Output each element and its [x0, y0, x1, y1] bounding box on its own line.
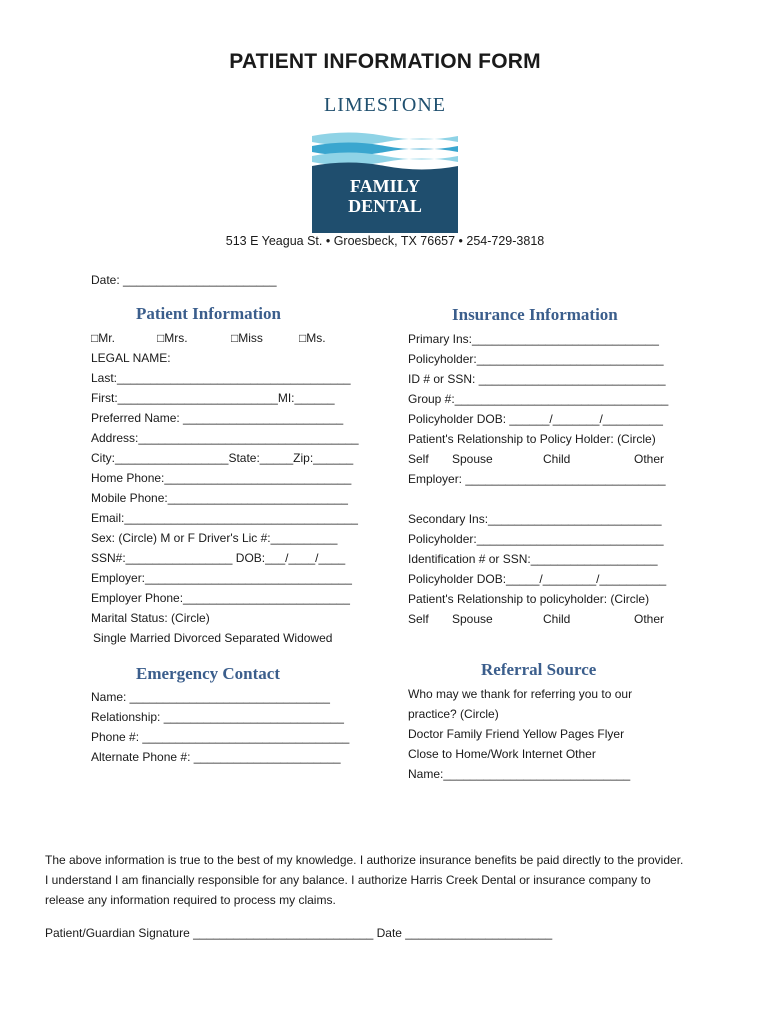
home-phone-field[interactable]: Home Phone:____________________________ — [91, 471, 352, 485]
sec-rel-other[interactable]: Other — [634, 612, 665, 626]
employer-phone-field[interactable]: Employer Phone:_________________________ — [91, 591, 350, 605]
referral-question-line1: Who may we thank for referring you to our — [408, 687, 633, 701]
policyholder-field[interactable]: Policyholder:____________________________ — [408, 352, 664, 366]
referral-question-line2: practice? (Circle) — [408, 707, 499, 721]
title-ms-checkbox[interactable]: □Ms. — [299, 331, 326, 345]
marital-status-options[interactable]: Single Married Divorced Separated Widowed — [93, 631, 333, 645]
insurance-info-heading: Insurance Information — [452, 305, 618, 324]
emergency-relationship-field[interactable]: Relationship: ___________________________ — [91, 710, 344, 724]
referral-name-field[interactable]: Name:____________________________ — [408, 767, 631, 781]
secondary-relationship-label: Patient's Relationship to policyholder: (Circle) — [408, 592, 650, 606]
sec-rel-self[interactable]: Self — [408, 612, 429, 626]
logo-dental: DENTAL — [348, 196, 422, 216]
rel-spouse[interactable]: Spouse — [452, 452, 493, 466]
insurance-employer-field[interactable]: Employer: ______________________________ — [408, 472, 666, 486]
email-field[interactable]: Email:___________________________________ — [91, 511, 358, 525]
relationship-options — [408, 449, 678, 469]
referral-source-heading: Referral Source — [481, 660, 597, 679]
emergency-name-field[interactable]: Name: ______________________________ — [91, 690, 330, 704]
secondary-ins-field[interactable]: Secondary Ins:__________________________ — [408, 512, 662, 526]
group-field[interactable]: Group #:________________________________ — [408, 392, 669, 406]
city-state-zip-field[interactable]: City:_________________State:_____Zip:______ — [91, 451, 354, 465]
identification-field[interactable]: Identification # or SSN:___________________ — [408, 552, 658, 566]
employer-field[interactable]: Employer:_______________________________ — [91, 571, 352, 585]
policyholder-dob-field[interactable]: Policyholder DOB: ______/_______/_________ — [408, 412, 663, 426]
marital-status-label: Marital Status: (Circle) — [91, 611, 210, 625]
sec-rel-spouse[interactable]: Spouse — [452, 612, 493, 626]
secondary-policyholder-field[interactable]: Policyholder:____________________________ — [408, 532, 664, 546]
first-name-field[interactable]: First:________________________MI:______ — [91, 391, 335, 405]
limestone-family-dental-logo — [312, 130, 458, 233]
practice-address: 513 E Yeagua St. • Groesbeck, TX 76657 • 254-729-3818 — [225, 234, 545, 248]
emergency-alt-phone-field[interactable]: Alternate Phone #: ______________________ — [91, 750, 341, 764]
relationship-label: Patient's Relationship to Policy Holder: (Circle) — [408, 432, 656, 446]
legal-name-label: LEGAL NAME: — [91, 351, 171, 365]
title-mr-checkbox[interactable]: □Mr. — [91, 331, 115, 345]
secondary-relationship-options — [408, 609, 678, 629]
logo-family: FAMILY — [349, 176, 421, 196]
ssn-dob-field[interactable]: SSN#:________________ DOB:___/____/____ — [91, 551, 346, 565]
referral-options-line1[interactable]: Doctor Family Friend Yellow Pages Flyer — [408, 727, 625, 741]
last-name-field[interactable]: Last:___________________________________ — [91, 371, 351, 385]
id-ssn-field[interactable]: ID # or SSN: ____________________________ — [408, 372, 666, 386]
referral-options-line2[interactable]: Close to Home/Work Internet Other — [408, 747, 596, 761]
date-field[interactable]: Date: _______________________ — [91, 273, 277, 287]
preferred-name-field[interactable]: Preferred Name: ________________________ — [91, 411, 344, 425]
rel-self[interactable]: Self — [408, 452, 429, 466]
sec-rel-child[interactable]: Child — [543, 612, 571, 626]
signature-date-field[interactable]: Patient/Guardian Signature ___________________________ Date ______________________ — [45, 926, 553, 940]
address-field[interactable]: Address:_________________________________ — [91, 431, 359, 445]
secondary-dob-field[interactable]: Policyholder DOB:_____/________/__________ — [408, 572, 667, 586]
emergency-contact-heading: Emergency Contact — [136, 664, 280, 683]
title-miss-checkbox[interactable]: □Miss — [231, 331, 263, 345]
title-mrs-checkbox[interactable]: □Mrs. — [157, 331, 188, 345]
primary-ins-field[interactable]: Primary Ins:____________________________ — [408, 332, 659, 346]
emergency-phone-field[interactable]: Phone #: _______________________________ — [91, 730, 350, 744]
mobile-phone-field[interactable]: Mobile Phone:___________________________ — [91, 491, 348, 505]
rel-other[interactable]: Other — [634, 452, 665, 466]
sex-license-field[interactable]: Sex: (Circle) M or F Driver's Lic #:__________ — [91, 531, 338, 545]
logo-brand: LIMESTONE — [324, 94, 446, 116]
rel-child[interactable]: Child — [543, 452, 571, 466]
patient-info-heading: Patient Information — [136, 304, 281, 323]
authorization-statement: The above information is true to the best of my knowledge. I authorize insurance benefits be paid directly to the provider. I understand I am financially responsible for any balance. I authorize Harris Creek Dental or insurance company to release any information required to process my claims. — [45, 853, 684, 907]
page-title: PATIENT INFORMATION FORM — [229, 50, 541, 73]
